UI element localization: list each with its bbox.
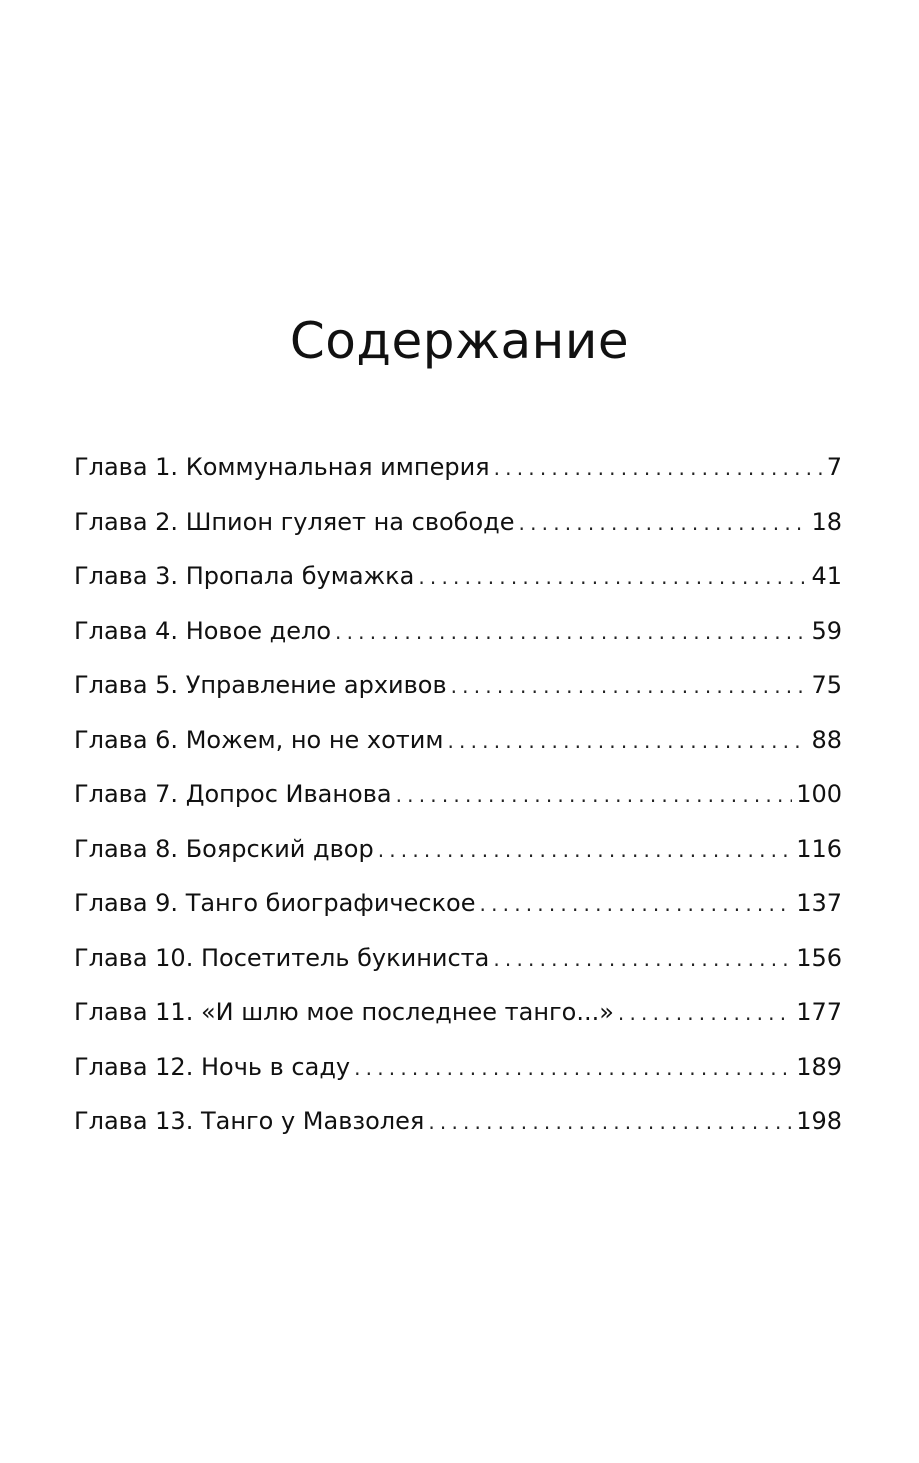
toc-entry-page: 59 bbox=[811, 616, 842, 645]
dot-leader bbox=[448, 714, 808, 769]
toc-entry bbox=[74, 767, 842, 822]
toc-entry-title: Глава 1. Коммунальная империя bbox=[74, 453, 490, 481]
dot-leader bbox=[335, 605, 807, 660]
toc-entry-page: 88 bbox=[811, 725, 842, 754]
toc-entry bbox=[74, 440, 842, 495]
toc-entry-title: Глава 8. Боярский двор bbox=[74, 834, 374, 863]
toc-entry-page: 18 bbox=[811, 507, 842, 536]
toc-entry bbox=[74, 985, 842, 1040]
dot-leader bbox=[378, 823, 793, 878]
toc-entry bbox=[74, 713, 842, 768]
dot-leader bbox=[354, 1041, 792, 1096]
dot-leader bbox=[519, 496, 808, 551]
dot-leader bbox=[418, 550, 807, 605]
dot-leader bbox=[451, 659, 808, 714]
toc-entry bbox=[74, 1040, 842, 1095]
dot-leader bbox=[480, 877, 793, 932]
toc-entry-title: Глава 3. Пропала бумажка bbox=[74, 562, 415, 590]
toc-entry-title: Глава 7. Допрос Иванова bbox=[74, 780, 392, 808]
toc-entry-page: 7 bbox=[826, 453, 842, 481]
toc-entry-page: 137 bbox=[796, 889, 842, 917]
toc-entry-title: Глава 4. Новое дело bbox=[74, 616, 332, 645]
toc-entry-page: 189 bbox=[796, 1052, 842, 1081]
toc-entry-page: 177 bbox=[796, 998, 842, 1026]
toc-entry bbox=[74, 549, 842, 604]
toc-entry-page: 156 bbox=[796, 943, 842, 972]
dot-leader bbox=[618, 986, 792, 1041]
dot-leader bbox=[396, 768, 793, 823]
toc-entry bbox=[74, 931, 842, 986]
toc-entry bbox=[74, 1094, 842, 1149]
toc-entry-title: Глава 12. Ночь в саду bbox=[74, 1052, 351, 1081]
toc-entry bbox=[74, 876, 842, 931]
page-title: Содержание bbox=[289, 312, 630, 370]
table-of-contents bbox=[74, 440, 842, 1149]
toc-entry-title: Глава 10. Посетитель букиниста bbox=[74, 943, 490, 972]
dot-leader bbox=[493, 932, 792, 987]
toc-entry-title: Глава 2. Шпион гуляет на свободе bbox=[74, 507, 515, 536]
toc-entry-page: 75 bbox=[811, 671, 842, 699]
toc-entry-page: 41 bbox=[811, 562, 842, 590]
toc-entry-page: 116 bbox=[796, 834, 842, 863]
toc-entry-page: 100 bbox=[796, 780, 842, 808]
toc-entry-title: Глава 5. Управление архивов bbox=[74, 671, 447, 699]
toc-entry-title: Глава 6. Можем, но не хотим bbox=[74, 725, 444, 754]
toc-entry-title: Глава 11. «И шлю мое последнее танго...» bbox=[74, 998, 614, 1026]
toc-entry-page: 198 bbox=[796, 1107, 842, 1135]
toc-entry bbox=[74, 658, 842, 713]
toc-entry bbox=[74, 604, 842, 659]
dot-leader bbox=[428, 1095, 792, 1150]
toc-entry bbox=[74, 822, 842, 877]
toc-entry bbox=[74, 495, 842, 550]
dot-leader bbox=[494, 441, 823, 496]
toc-entry-title: Глава 9. Танго биографическое bbox=[74, 889, 476, 917]
toc-entry-title: Глава 13. Танго у Мавзолея bbox=[74, 1107, 425, 1135]
